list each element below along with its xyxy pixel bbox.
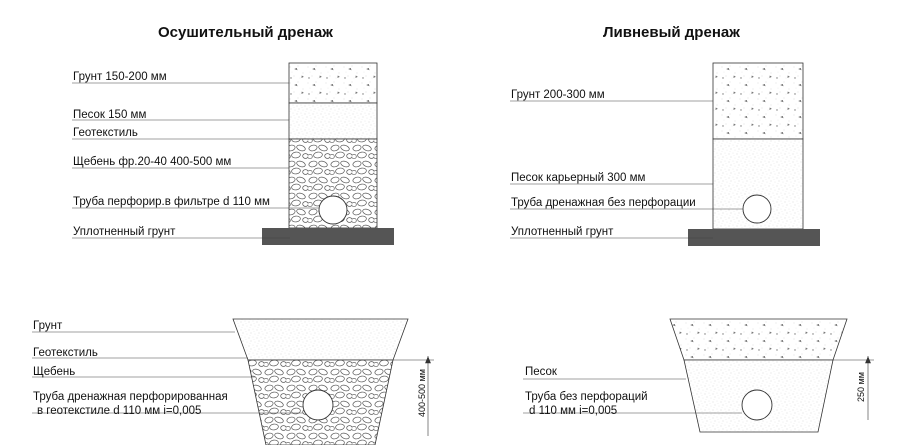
label-trench-sand-right: Песок bbox=[525, 366, 557, 378]
label-trench-pipe-right-2: d 110 мм i=0,005 bbox=[529, 405, 618, 417]
title-left: Осушительный дренаж bbox=[158, 24, 333, 41]
label-sand-right: Песок карьерный 300 мм bbox=[511, 172, 646, 184]
pipe-circle-right bbox=[743, 195, 771, 223]
trench-pipe bbox=[303, 390, 333, 420]
label-trench-pipe-1: Труба дренажная перфорированная bbox=[33, 391, 228, 403]
base-slab-right bbox=[688, 229, 820, 246]
trench-drainage bbox=[32, 319, 434, 445]
label-geotextile: Геотекстиль bbox=[73, 127, 138, 139]
layer-soil bbox=[289, 63, 377, 103]
label-trench-pipe-right-1: Труба без перфораций bbox=[525, 391, 648, 403]
label-trench-gravel: Щебень bbox=[33, 366, 76, 378]
label-soil: Грунт 150-200 мм bbox=[73, 71, 167, 83]
trench-soil-right bbox=[670, 319, 847, 360]
title-right: Ливневый дренаж bbox=[603, 24, 740, 41]
label-trench-geotextile: Геотекстиль bbox=[33, 347, 98, 359]
leader-lines-right bbox=[510, 101, 743, 238]
label-base-right: Уплотненный грунт bbox=[511, 226, 614, 238]
label-soil-right: Грунт 200-300 мм bbox=[511, 89, 605, 101]
dimension-right-label: 250 мм bbox=[856, 372, 866, 402]
label-gravel: Щебень фр.20-40 400-500 мм bbox=[73, 156, 232, 168]
label-trench-pipe-2: в геотекстиле d 110 мм i=0,005 bbox=[37, 405, 202, 417]
dimension-left bbox=[393, 356, 434, 436]
label-base: Уплотненный грунт bbox=[73, 226, 176, 238]
label-pipe: Труба перфорир.в фильтре d 110 мм bbox=[73, 196, 270, 208]
pipe-circle bbox=[319, 196, 347, 224]
base-slab bbox=[262, 228, 394, 245]
section-storm bbox=[510, 63, 820, 246]
label-pipe-right: Труба дренажная без перфорации bbox=[511, 197, 696, 209]
trench-storm bbox=[523, 319, 874, 432]
dimension-right bbox=[833, 356, 874, 420]
layer-soil-right bbox=[713, 63, 803, 139]
trench-soil bbox=[233, 319, 408, 360]
layer-sand bbox=[289, 103, 377, 139]
trench-pipe-right bbox=[742, 390, 772, 420]
label-sand: Песок 150 мм bbox=[73, 109, 147, 121]
label-trench-soil: Грунт bbox=[33, 320, 63, 332]
dimension-left-label: 400-500 мм bbox=[417, 369, 427, 417]
section-drainage bbox=[72, 63, 394, 245]
